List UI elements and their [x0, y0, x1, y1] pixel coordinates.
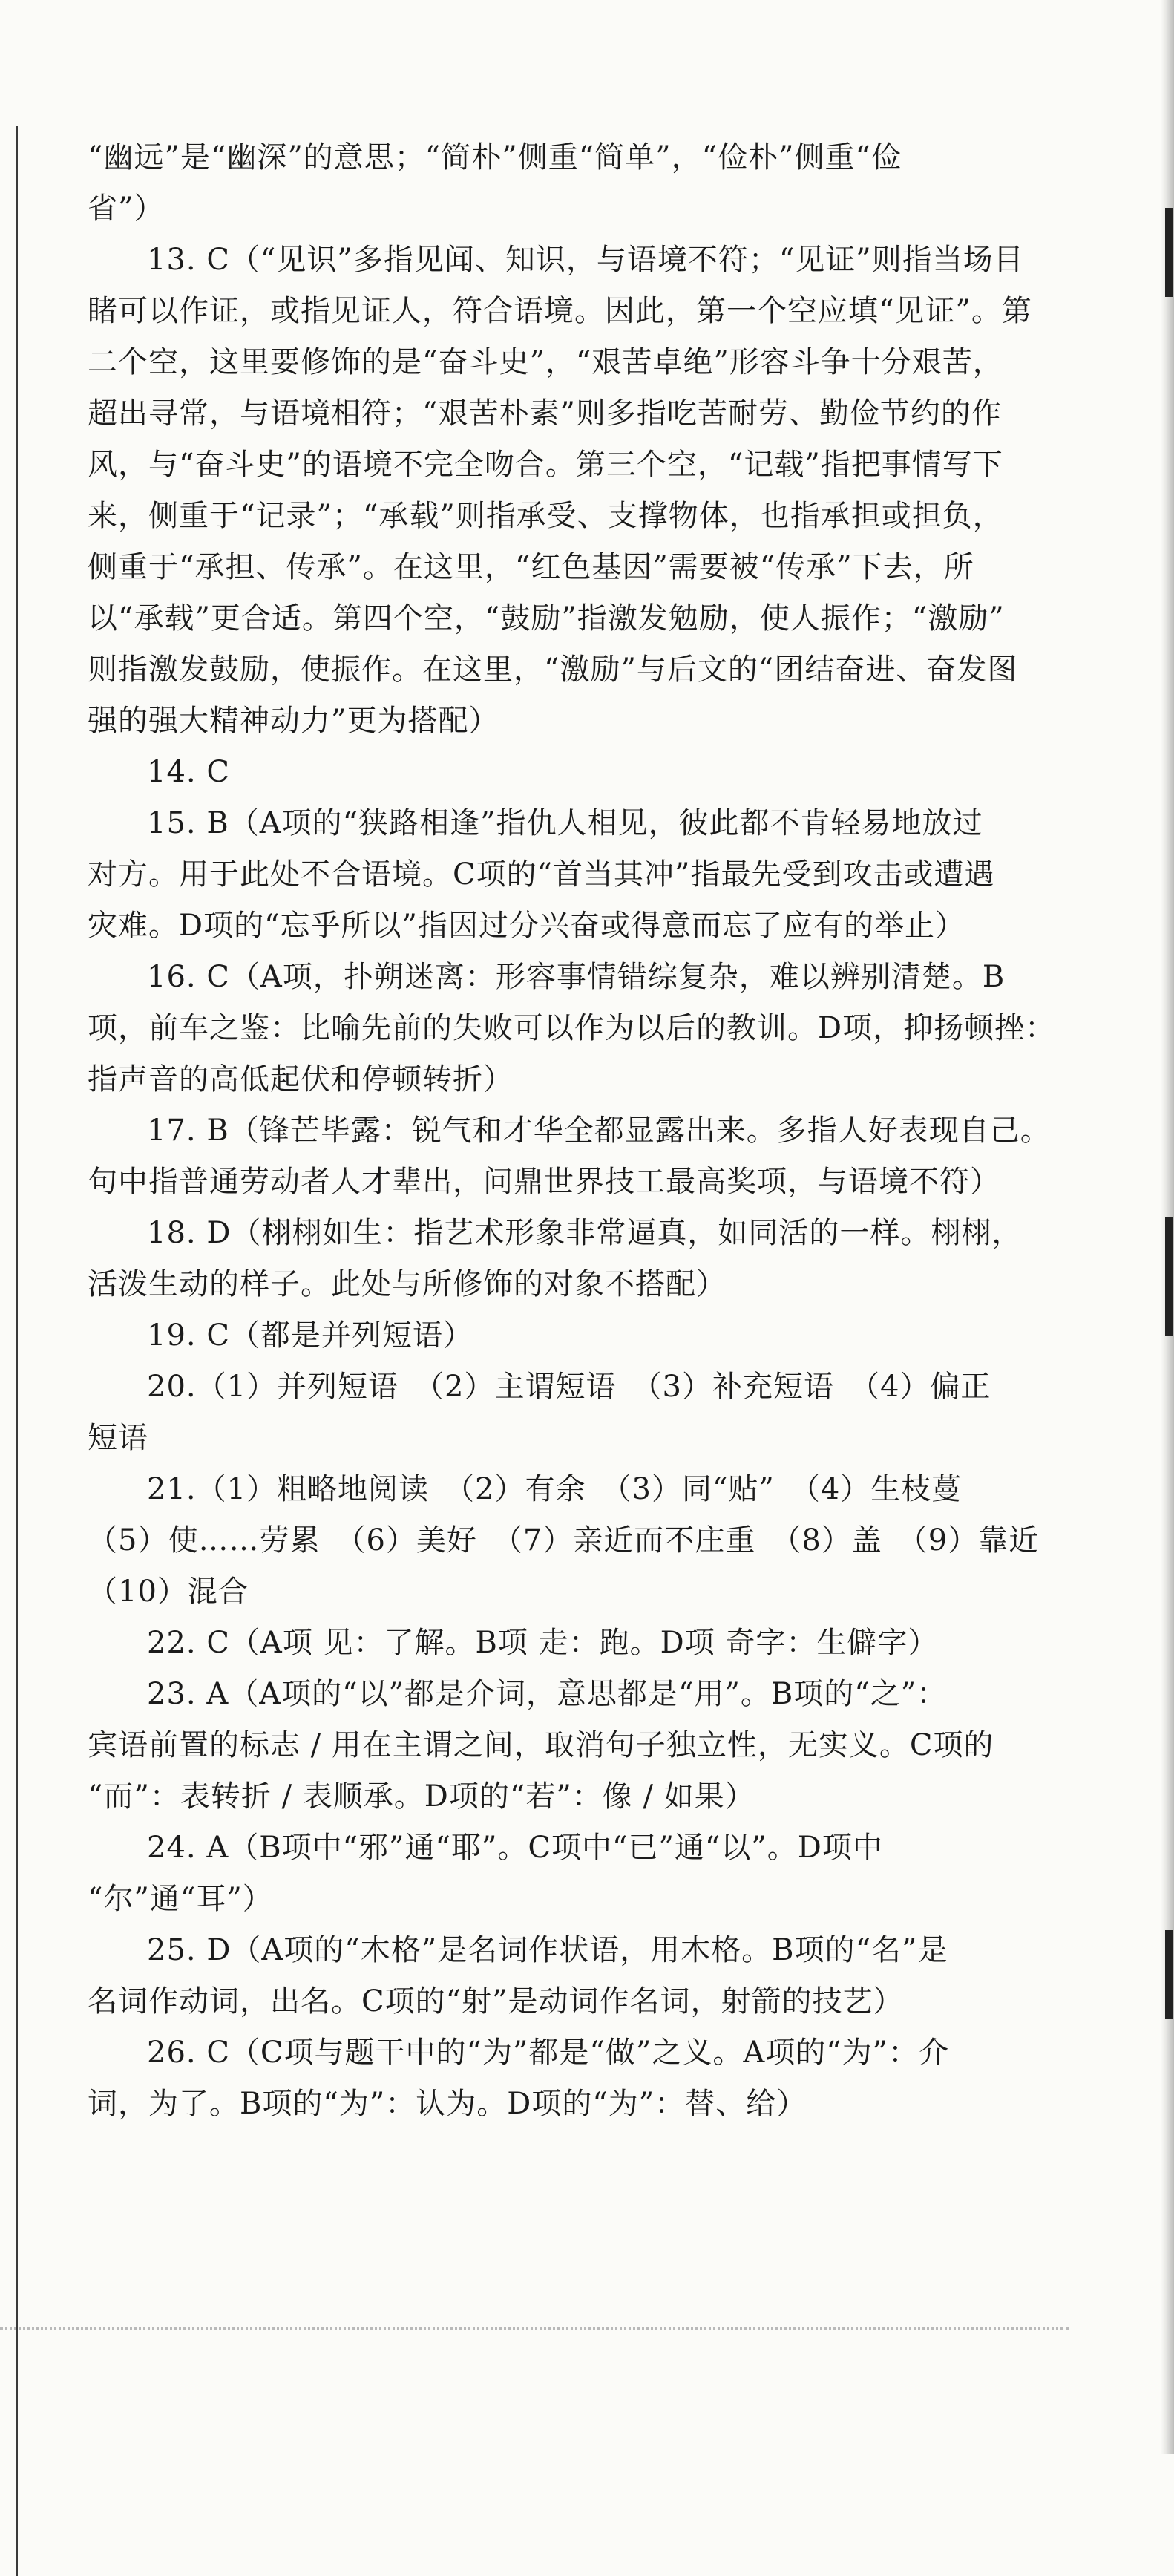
answer-paragraph-p25: [88, 1925, 1067, 2027]
page-edge-mark: [1165, 208, 1173, 297]
text-line: 对方。用于此处不合语境。C项的“首当其冲”指最先受到攻击或遭遇: [88, 857, 995, 892]
answer-paragraph-p22: [88, 1618, 1067, 1669]
text-line: 来，侧重于“记录”；“承载”则指承受、支撑物体，也指承担或担负，: [88, 499, 1003, 533]
text-line: 指声音的高低起伏和停顿转折）: [88, 1062, 514, 1096]
answer-key-text: [88, 132, 1067, 2130]
text-line: 16. C（A项，扑朔迷离：形容事情错综复杂，难以辨别清楚。B: [147, 960, 1006, 994]
answer-paragraph-p14: [88, 747, 1067, 798]
text-line: 句中指普通劳动者人才辈出，问鼎世界技工最高奖项，与语境不符）: [88, 1165, 1000, 1199]
text-line: “幽远”是“幽深”的意思；“简朴”侧重“简单”，“俭朴”侧重“俭: [88, 140, 902, 174]
answer-paragraph-p23: [88, 1669, 1067, 1823]
answer-paragraph-p17: [88, 1105, 1067, 1208]
text-line: 名词作动词，出名。C项的“射”是动词作名词，射箭的技艺）: [88, 1984, 904, 2018]
text-line: 二个空，这里要修饰的是“奋斗史”，“艰苦卓绝”形容斗争十分艰苦，: [88, 345, 1003, 379]
text-line: “尔”通“耳”）: [88, 1882, 273, 1916]
text-line: 则指激发鼓励，使振作。在这里，“激励”与后文的“团结奋进、奋发图: [88, 653, 1018, 687]
text-line: 短语: [88, 1421, 148, 1455]
text-line: 20.（1）并列短语 （2）主谓短语 （3）补充短语 （4）偏正: [147, 1370, 991, 1404]
answer-paragraph-p19: [88, 1310, 1067, 1361]
answer-paragraph-p16: [88, 952, 1067, 1105]
text-line: 13. C（“见识”多指见闻、知识，与语境不符；“见证”则指当场目: [147, 243, 1024, 277]
answer-paragraph-p13: [88, 235, 1067, 747]
text-line: 14. C: [147, 755, 230, 789]
text-line: 项，前车之鉴：比喻先前的失败可以作为以后的教训。D项，抑扬顿挫：: [88, 1011, 1056, 1045]
text-line: 26. C（C项与题干中的“为”都是“做”之义。A项的“为”：介: [147, 2036, 950, 2070]
text-line: 词，为了。B项的“为”：认为。D项的“为”：替、给）: [88, 2087, 807, 2121]
answer-paragraph-p15: [88, 798, 1067, 952]
left-margin-rule: [16, 126, 18, 2576]
text-line: 21.（1）粗略地阅读 （2）有余 （3）同“贴” （4）生枝蔓: [147, 1472, 963, 1506]
answer-paragraph-p24: [88, 1823, 1067, 1925]
text-line: 17. B（锋芒毕露：锐气和才华全都显露出来。多指人好表现自己。: [147, 1114, 1051, 1148]
text-line: 25. D（A项的“木格”是名词作状语，用木格。B项的“名”是: [147, 1933, 948, 1967]
text-line: 15. B（A项的“狭路相逢”指仇人相见，彼此都不肯轻易地放过: [147, 806, 983, 840]
page-edge-mark: [1165, 1217, 1173, 1336]
page-edge-mark: [1165, 1930, 1173, 2019]
answer-paragraph-p12-tail: [88, 132, 1067, 235]
text-line: 侧重于“承担、传承”。在这里，“红色基因”需要被“传承”下去，所: [88, 550, 974, 584]
answer-paragraph-p18: [88, 1208, 1067, 1310]
answer-paragraph-p26: [88, 2027, 1067, 2130]
answer-paragraph-p20: [88, 1361, 1067, 1464]
text-line: 强的强大精神动力”更为搭配）: [88, 704, 499, 738]
text-line: “而”：表转折 / 表顺承。D项的“若”：像 / 如果）: [88, 1779, 755, 1814]
text-line: （10）混合: [88, 1575, 249, 1609]
text-line: 风，与“奋斗史”的语境不完全吻合。第三个空，“记载”指把事情写下: [88, 448, 1003, 482]
text-line: （5）使……劳累 （6）美好 （7）亲近而不庄重 （8）盖 （9）靠近: [88, 1523, 1040, 1557]
text-line: 18. D（栩栩如生：指艺术形象非常逼真，如同活的一样。栩栩，: [147, 1216, 1023, 1250]
text-line: 省”）: [88, 192, 165, 226]
text-line: 19. C（都是并列短语）: [147, 1318, 473, 1353]
text-line: 活泼生动的样子。此处与所修饰的对象不搭配）: [88, 1267, 727, 1301]
text-line: 宾语前置的标志 / 用在主谓之间，取消句子独立性，无实义。C项的: [88, 1728, 994, 1762]
text-line: 睹可以作证，或指见证人，符合语境。因此，第一个空应填“见证”。第: [88, 294, 1032, 328]
text-line: 23. A（A项的“以”都是介词，意思都是“用”。B项的“之”：: [147, 1677, 948, 1711]
text-line: 22. C（A项 见：了解。B项 走：跑。D项 奇字：生僻字）: [147, 1626, 939, 1660]
text-line: 灾难。D项的“忘乎所以”指因过分兴奋或得意而忘了应有的举止）: [88, 909, 965, 943]
text-line: 24. A（B项中“邪”通“耶”。C项中“已”通“以”。D项中: [147, 1831, 883, 1865]
answer-paragraph-p21: [88, 1464, 1067, 1618]
text-line: 超出寻常，与语境相符；“艰苦朴素”则多指吃苦耐劳、勤俭节约的作: [88, 396, 1002, 431]
text-line: 以“承载”更合适。第四个空，“鼓励”指激发勉励，使人振作；“激励”: [88, 601, 1005, 635]
page-bottom-dotted-rule: [0, 2327, 1069, 2330]
